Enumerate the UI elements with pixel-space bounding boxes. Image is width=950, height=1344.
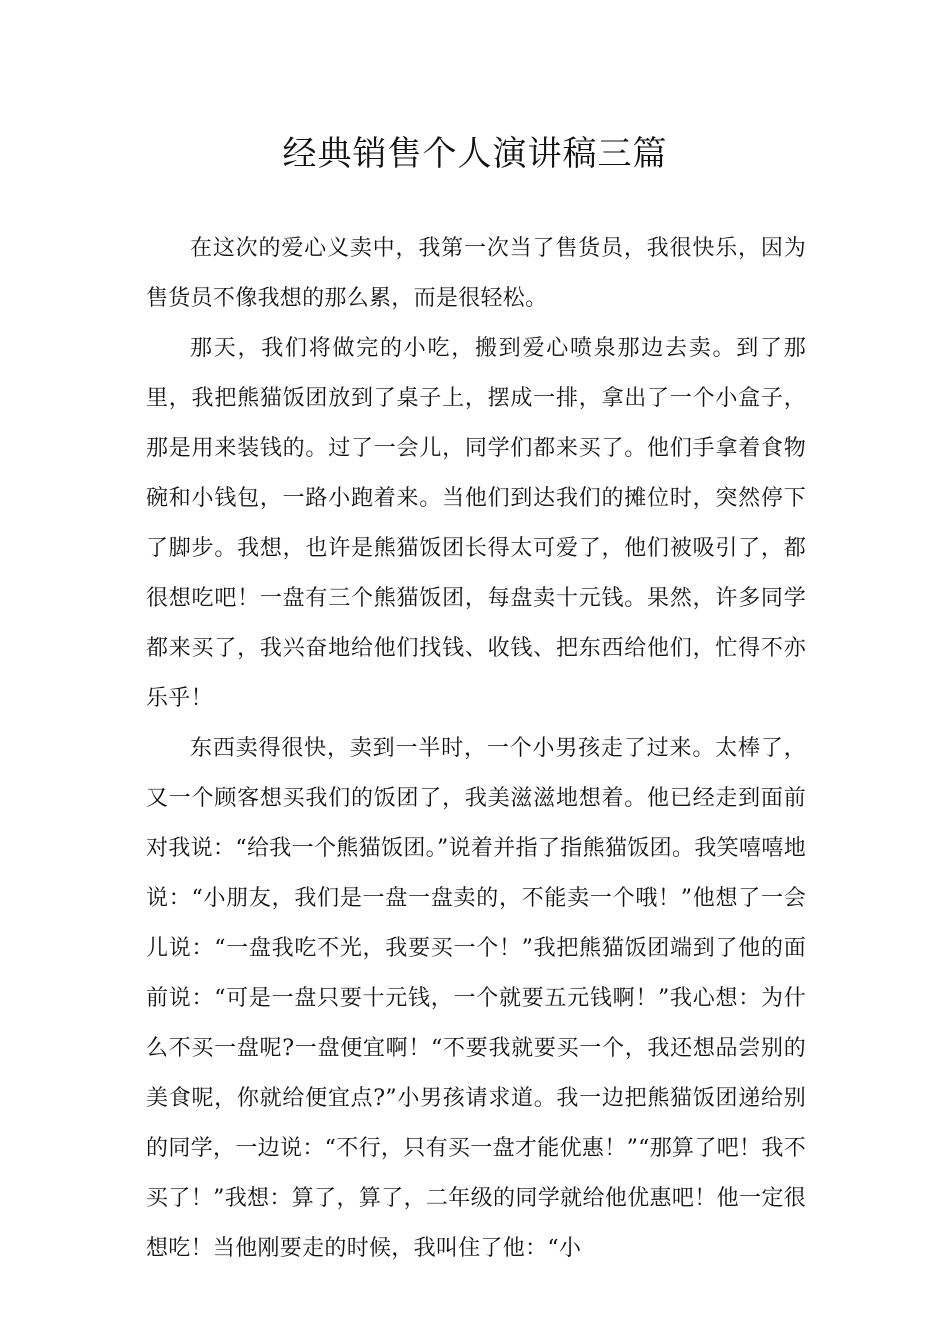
paragraph: 那天，我们将做完的小吃，搬到爱心喷泉那边去卖。到了那里，我把熊猫饭团放到了桌子上，摆成一排，拿出了一个小盒子，那是用来装钱的。过了一会儿，同学们都来买了。他们手拿着食物碗和小钱包，一路小跑着来。当他们到达我们的摊位时，突然停下了脚步。我想，也许是熊猫饭团长得太可爱了，他们被吸引了，都很想吃吧！一盘有三个熊猫饭团，每盘卖十元钱。果然，许多同学都来买了，我兴奋地给他们找钱、收钱、把东西给他们，忙得不亦乐乎！ (146, 336, 806, 711)
document-body (146, 224, 806, 1274)
document-title: 经典销售个人演讲稿三篇 (282, 134, 668, 174)
paragraph: 东西卖得很快，卖到一半时，一个小男孩走了过来。太棒了，又一个顾客想买我们的饭团了，我美滋滋地想着。他已经走到面前对我说：“给我一个熊猫饭团。”说着并指了指熊猫饭团。我笑嘻嘻地说：“小朋友，我们是一盘一盘卖的，不能卖一个哦！”他想了一会儿说：“一盘我吃不光，我要买一个！”我把熊猫饭团端到了他的面前说：“可是一盘只要十元钱，一个就要五元钱啊！”我心想：为什么不买一盘呢?一盘便宜啊！“不要我就要买一个，我还想品尝别的美食呢，你就给便宜点?”小男孩请求道。我一边把熊猫饭团递给别的同学，一边说：“不行，只有买一盘才能优惠！”“那算了吧！我不买了！”我想：算了，算了，二年级的同学就给他优惠吧！他一定很想吃！当他刚要走的时候，我叫住了他：“小 (146, 736, 806, 1261)
paragraph: 在这次的爱心义卖中，我第一次当了售货员，我很快乐，因为售货员不像我想的那么累，而是很轻松。 (146, 236, 806, 311)
